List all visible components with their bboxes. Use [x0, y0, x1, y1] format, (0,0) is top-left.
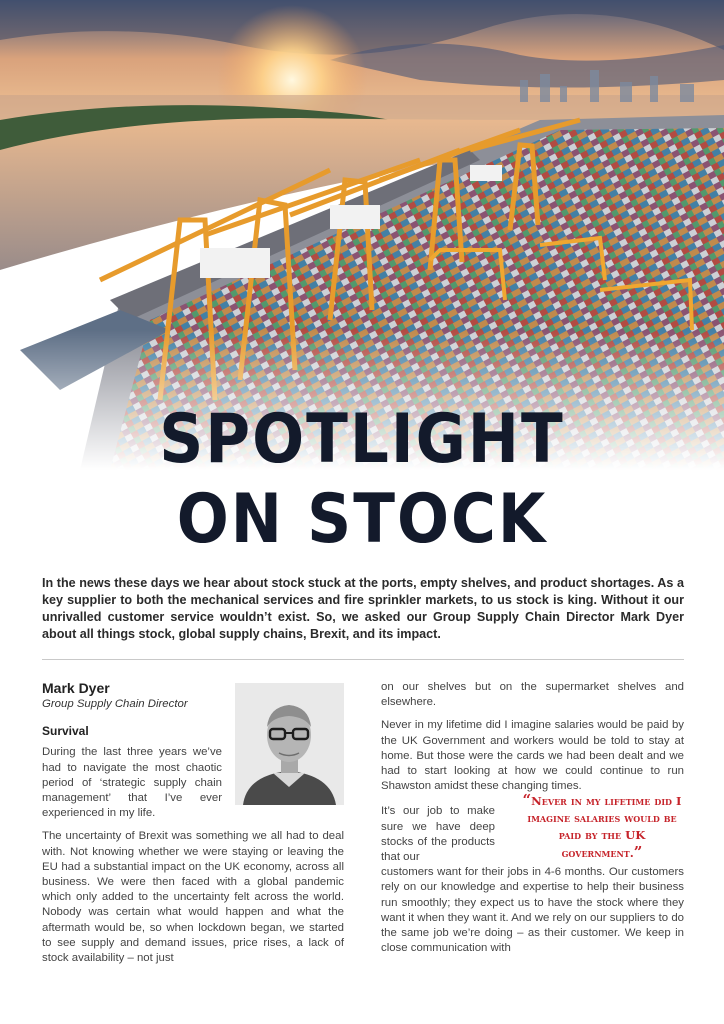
- author-role: Group Supply Chain Director: [42, 698, 188, 710]
- section-heading: Survival: [42, 724, 89, 739]
- paragraph: [381, 718, 684, 794]
- quote-text: Never in my lifetime did I imagine salaries would be paid by the UK government.: [527, 794, 682, 860]
- paragraph: on our shelves but on the supermarket shelves and elsewhere.: [381, 681, 684, 709]
- paragraph: The uncertainty of Brexit was something we all had to deal with. Not knowing whether we were staying or leaving the EU had a substantial impact on the UK economy, across all business. We were then faced with a global pandemic which only added to the uncertainty felt across the world. Nobody was certain what would happen and what the aftermath would be, so when lockdown began, we started to see supply and demand issues, price rises, a lack of stock availability – not just: [42, 830, 344, 965]
- portrait-photo: [235, 683, 344, 805]
- paragraph: During the last three years we’ve had to navigate the most chaotic period of ‘strategic supply chain management’ that I’ve ever experienced in my life.: [42, 746, 222, 820]
- quote-open-mark: “: [522, 791, 532, 809]
- paragraph-text-wrapped: It’s our job to make sure we have deep stocks of the products that our: [381, 805, 495, 864]
- pull-quote: [520, 792, 684, 862]
- author-photo: [235, 683, 344, 805]
- divider: [42, 659, 684, 660]
- page-title-line-2: ON STOCK: [176, 480, 548, 559]
- paragraph-text: Never in my lifetime did I imagine salaries would be paid by the UK Government and workers would be told to stay at home. But those were the cards we had been dealt and we had to start looking at how we could continue to run Shawston amidst these changing times.: [381, 719, 684, 793]
- intro-paragraph: In the news these days we hear about stock stuck at the ports, empty shelves, and product shortages. As a key supplier to both the mechanical services and fire sprinkler markets, to us stock is king. Without it our unrivalled customer service wouldn’t exist. So, we asked our Group Supply Chain Director Mark Dyer about all things stock, global supply chains, Brexit, and its impact.: [42, 576, 684, 641]
- paragraph-text: customers want for their jobs in 4-6 months. Our customers rely on our knowledge and expertise to help their business run smoothly; they expect us to have the stock where they want it when they want it. And we rely on our suppliers to do the same job we’re doing – as their customer. We keep in close communication with: [381, 866, 684, 955]
- page-title-line-1: SPOTLIGHT: [159, 400, 565, 479]
- author-name: Mark Dyer: [42, 680, 110, 696]
- quote-close-mark: ”: [633, 843, 643, 861]
